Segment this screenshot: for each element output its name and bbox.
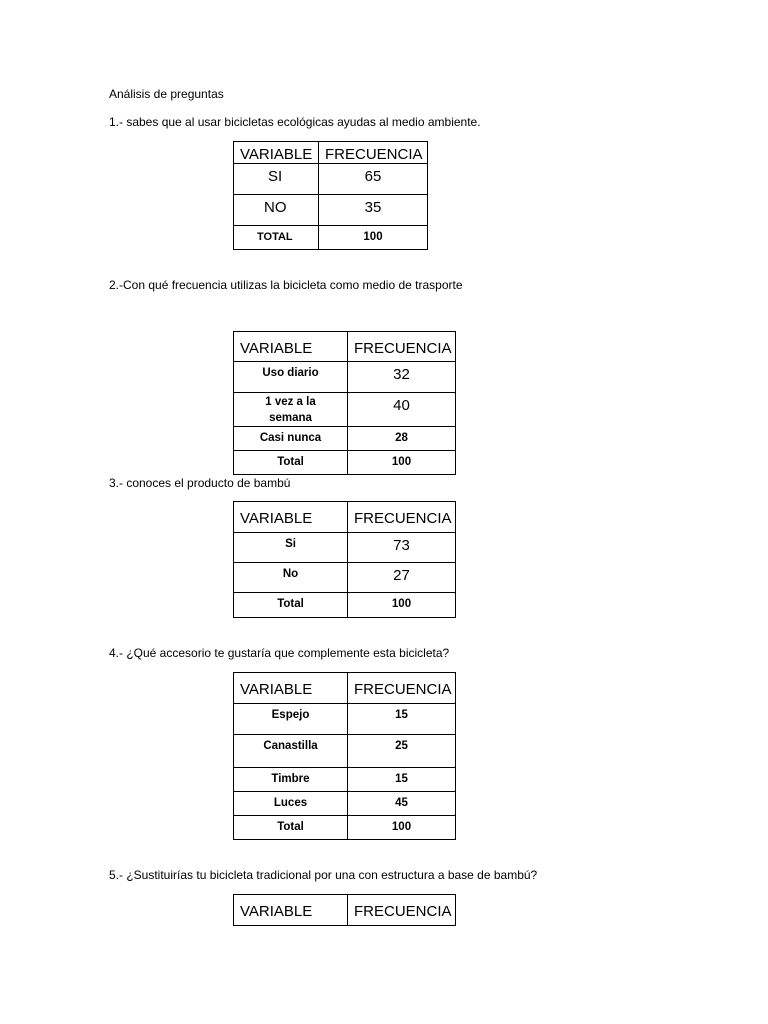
variable-cell: 1 vez a la semana	[234, 393, 348, 427]
total-value-cell: 100	[348, 451, 456, 475]
total-label-cell: Total	[234, 816, 348, 840]
variable-cell: Casi nunca	[234, 427, 348, 451]
table-row	[234, 563, 456, 593]
variable-cell: Uso diario	[234, 362, 348, 393]
table-row	[234, 164, 428, 195]
table-total-row	[234, 816, 456, 840]
table-row	[234, 533, 456, 563]
table-row	[234, 427, 456, 451]
table-row	[234, 792, 456, 816]
frecuencia-header: FRECUENCIA	[348, 502, 456, 533]
frecuencia-header: FRECUENCIA	[348, 895, 456, 926]
total-value-cell: 100	[319, 226, 428, 250]
variable-header: VARIABLE	[234, 895, 348, 926]
question-2-title: 2.-Con qué frecuencia utilizas la bicicleta como medio de trasporte	[109, 278, 463, 292]
table-row	[234, 704, 456, 735]
frecuencia-header: FRECUENCIA	[348, 673, 456, 704]
total-label-cell: Total	[234, 593, 348, 618]
table-total-row	[234, 593, 456, 618]
total-value-cell: 100	[348, 593, 456, 618]
frecuencia-cell: 65	[319, 164, 428, 195]
frecuencia-cell: 40	[348, 393, 456, 427]
table-row	[234, 735, 456, 768]
total-label-cell: Total	[234, 451, 348, 475]
table-header-row	[234, 332, 456, 362]
question-3-title: 3.- conoces el producto de bambú	[109, 476, 291, 490]
variable-cell: Luces	[234, 792, 348, 816]
question-3-table	[233, 501, 456, 618]
frecuencia-cell: 32	[348, 362, 456, 393]
question-1-title: 1.- sabes que al usar bicicletas ecológicas ayudas al medio ambiente.	[109, 115, 481, 129]
question-5-table	[233, 894, 456, 926]
question-4-table	[233, 672, 456, 840]
total-value-cell: 100	[348, 816, 456, 840]
table-row	[234, 195, 428, 226]
table-header-row	[234, 142, 428, 164]
table-header-row	[234, 502, 456, 533]
table-row	[234, 768, 456, 792]
variable-header: VARIABLE	[234, 332, 348, 362]
frecuencia-cell: 45	[348, 792, 456, 816]
question-5-title: 5.- ¿Sustituirías tu bicicleta tradicional por una con estructura a base de bambú?	[109, 868, 538, 882]
variable-cell: Espejo	[234, 704, 348, 735]
frecuencia-cell: 73	[348, 533, 456, 563]
frecuencia-cell: 15	[348, 768, 456, 792]
variable-header: VARIABLE	[234, 502, 348, 533]
table-header-row	[234, 895, 456, 926]
question-1-table	[233, 141, 428, 250]
frecuencia-cell: 28	[348, 427, 456, 451]
variable-header: VARIABLE	[234, 142, 319, 164]
question-2-table	[233, 331, 456, 475]
table-row	[234, 362, 456, 393]
question-4-title: 4.- ¿Qué accesorio te gustaría que complemente esta bicicleta?	[109, 646, 450, 660]
frecuencia-header: FRECUENCIA	[319, 142, 428, 164]
variable-cell: NO	[234, 195, 319, 226]
frecuencia-cell: 27	[348, 563, 456, 593]
variable-header: VARIABLE	[234, 673, 348, 704]
table-header-row	[234, 673, 456, 704]
total-label-cell: TOTAL	[234, 226, 319, 250]
variable-cell: Canastilla	[234, 735, 348, 768]
frecuencia-cell: 25	[348, 735, 456, 768]
table-total-row	[234, 226, 428, 250]
frecuencia-cell: 15	[348, 704, 456, 735]
frecuencia-cell: 35	[319, 195, 428, 226]
variable-cell: No	[234, 563, 348, 593]
frecuencia-header: FRECUENCIA	[348, 332, 456, 362]
document-heading: Análisis de preguntas	[109, 87, 224, 101]
table-row	[234, 393, 456, 427]
variable-cell: Si	[234, 533, 348, 563]
variable-cell: Timbre	[234, 768, 348, 792]
variable-cell: SI	[234, 164, 319, 195]
table-total-row	[234, 451, 456, 475]
